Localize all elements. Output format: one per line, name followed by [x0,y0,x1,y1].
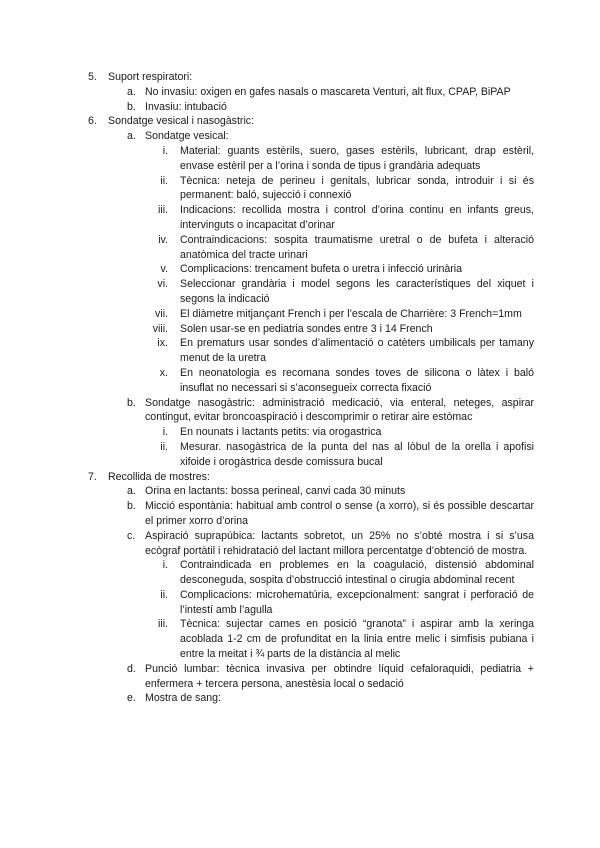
item-text: Sondatge vesical: [145,130,229,143]
sub-list-item [0,588,600,618]
list-item [0,85,600,100]
sub-list-item [0,277,600,307]
roman-numeral: iv. [158,233,168,246]
sub-list-item [0,440,600,470]
sub-item-text: Solen usar-se en pediatria sondes entre 3 i 14 French [180,322,433,335]
list-item [0,484,600,499]
item-text: Orina en lactants: bossa perineal, canvi cada 30 minuts [145,485,406,498]
section-title: Sondatge vesical i nasogàstric: [108,115,255,128]
item-letter: b. [127,100,136,113]
roman-numeral: ix. [157,337,168,350]
roman-numeral: vii. [155,307,168,320]
item-letter: e. [127,692,136,705]
section-number: 7. [88,470,97,483]
item-text: Mostra de sang: [145,692,221,705]
item-letter: b. [127,500,136,513]
list-item [0,499,600,529]
sub-list-item [0,425,600,440]
sub-item-text: Mesurar. nasogàstrica de la punta del nas al lòbul de la orella i apofisi xifoide i orogàstrica desde comissura bucal [180,440,534,468]
roman-numeral: vi. [157,278,168,291]
sub-item-text: El diàmetre mitjançant French i per l’escala de Charrière: 3 French=1mm [180,307,522,320]
item-text: Invasiu: intubació [145,100,227,113]
sub-list-item [0,336,600,366]
sub-item-text: Seleccionar grandària i model segons les característiques del xiquet i segons la indicació [180,278,534,305]
sub-list-item [0,307,600,322]
item-text: Micció espontània: habitual amb control o sense (a xorro), si és possible descartar el primer xorro d’orina [145,500,534,527]
section-title: Recollida de mostres: [108,470,210,483]
section-number: 5. [88,71,97,83]
section-7 [0,470,600,485]
sub-list-item [0,322,600,337]
section-5 [0,70,600,85]
item-letter: b. [127,396,136,409]
roman-numeral: x. [159,366,168,379]
roman-numeral: i. [162,426,168,439]
document-page [0,70,600,706]
section-6 [0,114,600,129]
item-text: Sondatge nasogàstric: administració medicació, via enteral, neteges, aspirar contingut, evitar broncoaspiració i descomprimir o retirar aire estòmac [145,396,534,424]
roman-numeral: ii. [160,588,168,601]
list-item [0,662,600,692]
list-item [0,396,600,426]
sub-item-text: Material: guants estèrils, suero, gases estèrils, lubricant, drap estèril, envase estèril per a l’orina i sonda de tipus i grandària adequats [180,144,534,172]
sub-item-text: Tècnica: neteja de perineu i genitals, lubricar sonda, introduir i si és permanent: baló, sujecció i connexió [180,174,534,202]
sub-item-text: Contraindicada en problemes en la coagulació, distensió abdominal desconeguda, sospita d’obstrucció intestinal o cirugia abdominal recent [180,559,534,587]
item-text: Aspiració suprapúbica: lactants sobretot, un 25% no s’obté mostra i si s’usa ecògraf portàtil i rehidratació del lactant millora percentatge d’obtenció de mostra. [145,529,534,557]
sub-list-item [0,262,600,277]
sub-list-item [0,174,600,204]
roman-numeral: ii. [160,440,168,453]
section-number: 6. [88,115,97,128]
sub-list-item [0,203,600,233]
roman-numeral: viii. [152,322,168,335]
item-letter: c. [127,529,136,542]
list-item [0,129,600,144]
item-text: Punció lumbar: tècnica invasiva per obtindre líquid cefaloraquidi, pediatria + enfermera + tercera persona, anestèsia local o sedació [145,662,534,690]
roman-numeral: v. [160,263,168,276]
roman-numeral: ii. [160,174,168,187]
item-letter: a. [127,85,136,98]
list-item [0,691,600,706]
item-text: No invasiu: oxigen en gafes nasals o mascareta Venturi, alt flux, CPAP, BiPAP [145,85,511,98]
list-item [0,529,600,559]
sub-item-text: En neonatologia es recomana sondes toves de silicona o làtex i baló insuflat no necessari si s’aconsegueix correcta fixació [180,366,534,394]
sub-item-text: Indicacions: recollida mostra i control d’orina continu en infants greus, intervinguts o incapacitat d’orinar [180,204,534,231]
sub-item-text: Complicacions: microhematúria, excepcionalment: sangrat i perforació de l’intestí amb l’agulla [180,588,534,616]
item-letter: d. [127,662,136,675]
sub-item-text: Contraindicacions: sospita traumatisme uretral o de bufeta i alteració anatòmica del tracte urinari [180,233,534,261]
sub-list-item [0,617,600,661]
item-letter: a. [127,130,136,143]
roman-numeral: iii. [157,618,168,631]
roman-numeral: iii. [157,204,168,217]
item-letter: a. [127,485,136,498]
sub-list-item [0,558,600,588]
sub-item-text: Tècnica: sujectar cames en posició “granota” i aspirar amb la xeringa acoblada 1-2 cm de profunditat en la linia entre melic i simfisis pubiana i entre la meitat i ¾ parts de la distància al melic [180,618,534,661]
roman-numeral: i. [162,144,168,157]
sub-item-text: Complicacions: trencament bufeta o uretra i infecció urinària [180,263,463,276]
list-item [0,100,600,115]
sub-list-item [0,233,600,263]
sub-list-item [0,144,600,174]
sub-item-text: En nounats i lactants petits: via orogastrica [180,426,382,439]
sub-item-text: En prematurs usar sondes d’alimentació o catèters umbilicals per tamany menut de la uretra [180,337,534,365]
sub-list-item [0,366,600,396]
roman-numeral: i. [162,559,168,572]
section-title: Suport respiratori: [108,71,193,83]
